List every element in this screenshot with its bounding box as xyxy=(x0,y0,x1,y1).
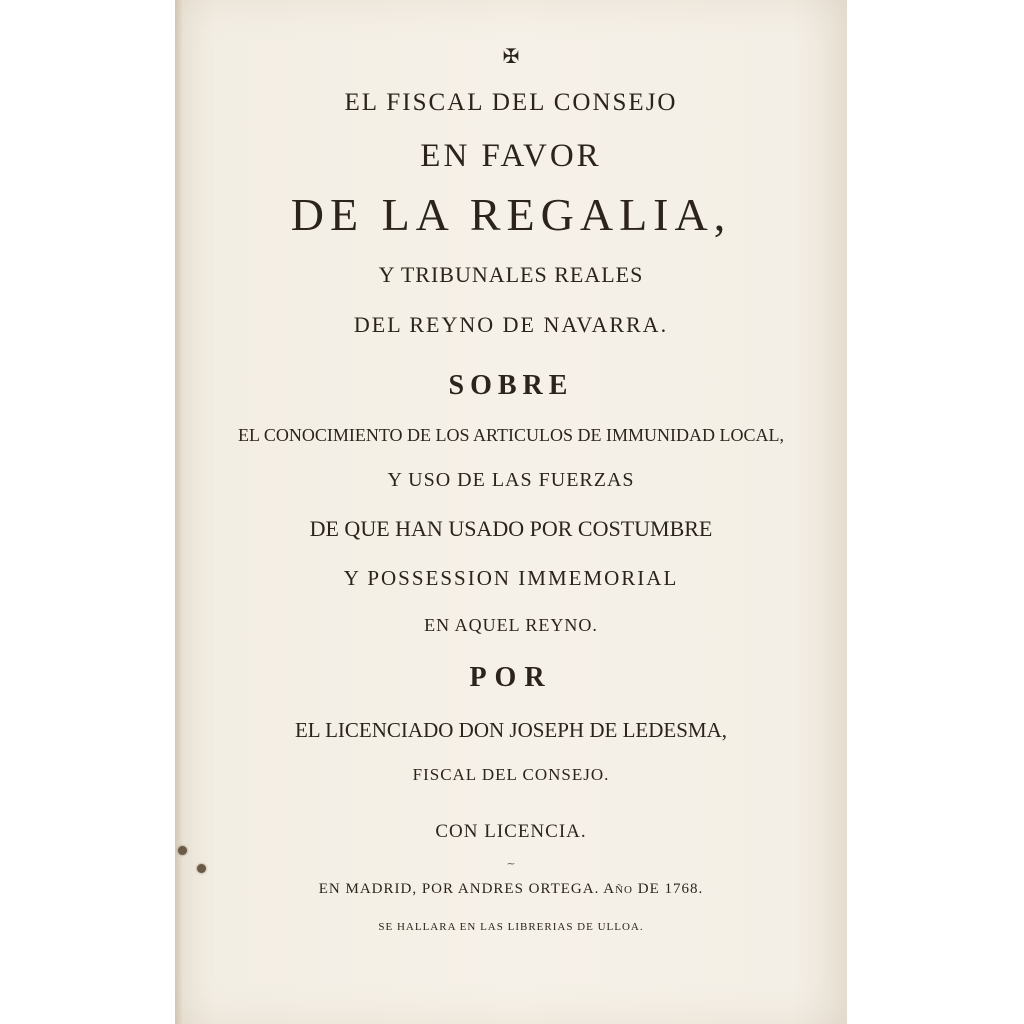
bookseller-line: SE HALLARA EN LAS LIBRERIAS DE ULLOA. xyxy=(378,921,644,933)
heading-line-2: EN FAVOR xyxy=(420,138,602,174)
subtitle-line-2: DEL REYNO DE NAVARRA. xyxy=(353,312,669,337)
subtitle-line-1: Y TRIBUNALES REALES xyxy=(378,262,644,287)
subject-line-5: EN AQUEL REYNO. xyxy=(424,615,598,635)
subject-line-3: DE QUE HAN USADO POR COSTUMBRE xyxy=(309,516,713,541)
binding-hole xyxy=(178,846,187,855)
author-title: FISCAL DEL CONSEJO. xyxy=(412,765,610,784)
subject-line-2: Y USO DE LAS FUERZAS xyxy=(387,469,635,491)
cross-ornament-icon: ✠ xyxy=(502,44,520,68)
subject-line-1: EL CONOCIMIENTO DE LOS ARTICULOS DE IMMUNIDAD LOCAL, xyxy=(238,425,784,445)
section-heading-por: POR xyxy=(469,662,553,693)
divider-ornament: ~ xyxy=(506,857,516,870)
section-heading-sobre: SOBRE xyxy=(448,370,574,401)
license-line: CON LICENCIA. xyxy=(435,821,587,842)
author-name: EL LICENCIADO DON JOSEPH DE LEDESMA, xyxy=(294,718,728,742)
main-title: DE LA REGALIA, xyxy=(290,189,732,240)
heading-line-1: EL FISCAL DEL CONSEJO xyxy=(344,89,678,116)
imprint-line: EN MADRID, POR ANDRES ORTEGA. Año DE 1768. xyxy=(318,881,704,897)
subject-line-4: Y POSSESSION IMMEMORIAL xyxy=(343,566,679,590)
